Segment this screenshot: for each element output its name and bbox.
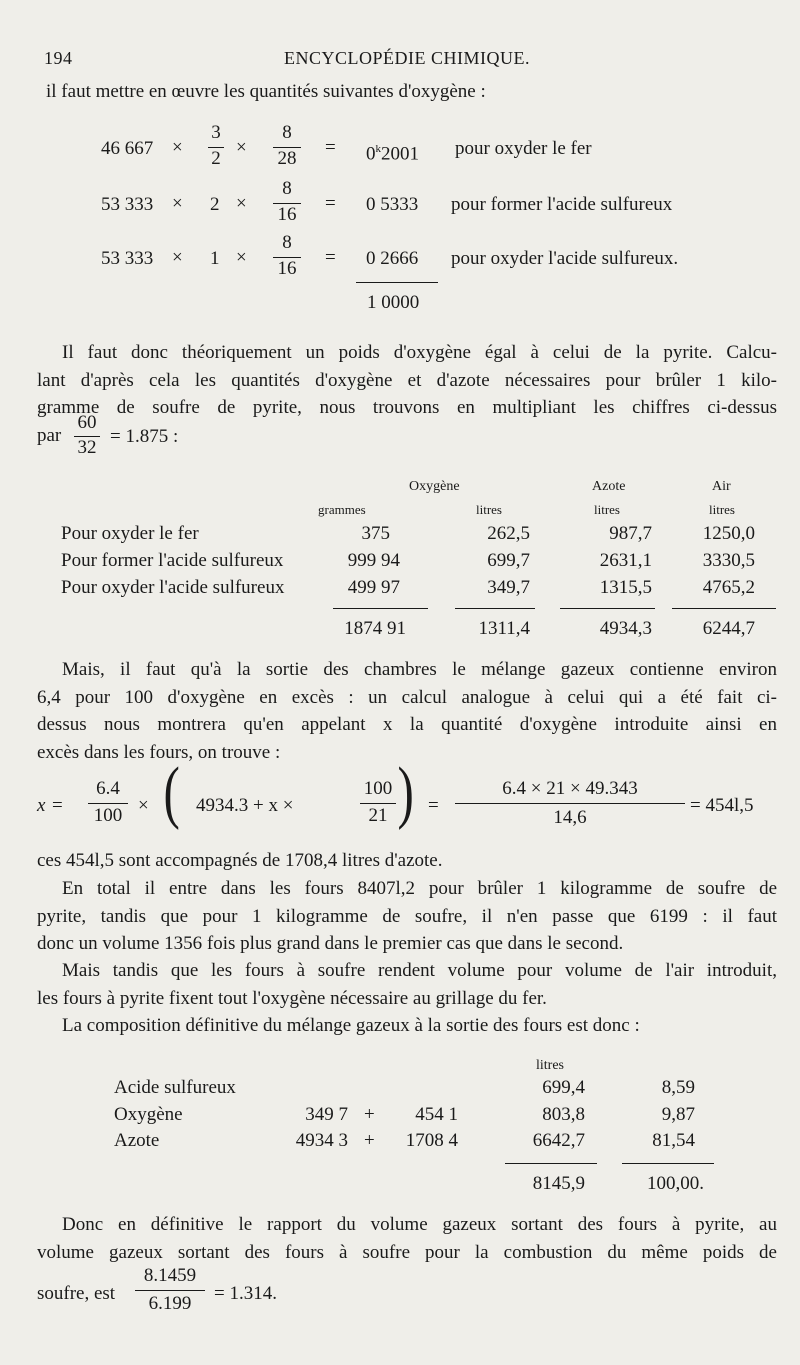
fraction-denominator: 16 xyxy=(277,258,297,279)
text-line: gramme de soufre de pyrite, nous trouvons en multipliant les chiffres ci-dessus xyxy=(37,397,777,418)
text-line: 6,4 pour 100 d'oxygène en excès : un calcul analogue à celui qui a été fait ci- xyxy=(37,686,777,708)
times-sign: × xyxy=(172,137,183,158)
cell-value-b: 454 1 xyxy=(415,1104,458,1125)
total-litres: 8145,9 xyxy=(532,1173,585,1194)
paragraph-6: La composition définitive du mélange gazeux à la sortie des fours est donc : xyxy=(62,1015,640,1036)
fraction-numerator: 8 xyxy=(282,122,292,143)
cell-air: 4765,2 xyxy=(702,577,755,598)
text-line: Donc en définitive le rapport du volume gazeux sortant des fours à pyrite, au xyxy=(62,1214,777,1235)
cell-grammes: 499 97 xyxy=(347,577,400,598)
fraction-denominator: 28 xyxy=(277,148,297,169)
eq-result: 0 2666 xyxy=(366,248,419,269)
intro-line: il faut mettre en œuvre les quantités suivantes d'oxygène : xyxy=(46,81,486,102)
row-label: Azote xyxy=(114,1130,160,1151)
row-label: Acide sulfureux xyxy=(114,1077,236,1098)
fraction-result: = 1.314. xyxy=(214,1283,277,1304)
cell-azote: 1315,5 xyxy=(599,577,652,598)
col-header-oxygen: Oxygène xyxy=(409,479,460,494)
fraction-numerator: 8.1459 xyxy=(143,1265,197,1286)
eq-description: pour oxyder l'acide sulfureux. xyxy=(451,248,679,269)
cell-percent: 9,87 xyxy=(661,1104,695,1125)
fraction-numerator: 8 xyxy=(282,232,292,253)
total-rule xyxy=(622,1163,714,1164)
cell-azote: 987,7 xyxy=(609,523,652,544)
times-sign: × xyxy=(172,247,183,268)
sum-total: 1 0000 xyxy=(367,292,420,313)
fraction-denominator: 32 xyxy=(77,437,97,458)
total-litres: 1311,4 xyxy=(478,618,530,639)
cell-percent: 8,59 xyxy=(661,1077,695,1098)
unit-header: litres xyxy=(476,502,502,517)
par-label: par xyxy=(37,425,62,446)
plus-sign: + xyxy=(364,1130,375,1151)
variable-x: x xyxy=(37,795,46,816)
row-label: Pour former l'acide sulfureux xyxy=(61,550,284,571)
text-line: donc un volume 1356 fois plus grand dans le premier cas que dans le second. xyxy=(37,933,624,954)
cell-litres: 262,5 xyxy=(487,523,530,544)
paragraph-2 xyxy=(37,656,777,766)
total-air: 6244,7 xyxy=(702,618,755,639)
cell-litres: 699,7 xyxy=(487,550,530,571)
eq-description: pour former l'acide sulfureux xyxy=(451,194,673,215)
unit-header: litres xyxy=(536,1058,564,1073)
text-line: Il faut donc théoriquement un poids d'oxygène égal à celui de la pyrite. Calcu- xyxy=(62,342,777,363)
total-rule xyxy=(455,608,535,609)
col-header-air: Air xyxy=(712,479,731,494)
page-number: 194 xyxy=(44,48,73,68)
fraction-bar xyxy=(135,1290,205,1291)
fraction-numerator: 6.4 × 21 × 49.343 xyxy=(502,778,638,799)
text-line: pyrite, tandis que pour 1 kilogramme de soufre, il n'en passe que 6199 : il faut xyxy=(37,905,777,927)
times-sign: × xyxy=(138,795,149,816)
unit-header: litres xyxy=(594,502,620,517)
plus-sign: + xyxy=(364,1104,375,1125)
unit-header: grammes xyxy=(318,502,366,517)
cell-percent: 81,54 xyxy=(652,1130,695,1151)
eq-multiplier: 1 xyxy=(210,248,220,269)
equals-sign: = xyxy=(428,795,439,816)
fraction-numerator: 3 xyxy=(211,122,221,143)
soufre-est-label: soufre, est xyxy=(37,1283,116,1304)
left-parenthesis: ( xyxy=(163,754,180,831)
fraction-numerator: 8 xyxy=(282,178,292,199)
fraction-denominator: 2 xyxy=(211,148,221,169)
cell-litres: 349,7 xyxy=(487,577,530,598)
equals-sign: = xyxy=(325,247,336,268)
fraction-numerator: 6.4 xyxy=(96,778,120,799)
fraction-bar xyxy=(455,803,685,804)
cell-litres: 6642,7 xyxy=(532,1130,585,1151)
text-line: dessus nous montrera qu'en appelant x la quantité d'oxygène introduite ainsi en xyxy=(37,714,777,735)
total-rule xyxy=(560,608,655,609)
eq-lhs: 46 667 xyxy=(101,138,154,159)
eq-multiplier: 2 xyxy=(210,194,220,215)
equals-sign: = xyxy=(52,795,63,816)
text-line: volume gazeux sortant des fours à soufre pour la combustion du même poids de xyxy=(37,1241,777,1263)
fraction-denominator: 21 xyxy=(368,805,388,826)
eq-lhs: 53 333 xyxy=(101,194,154,215)
equals-sign: = xyxy=(325,193,336,214)
cell-grammes: 375 xyxy=(361,523,390,544)
paragraph-7 xyxy=(37,1211,777,1266)
eq-result: 0 5333 xyxy=(366,194,419,215)
text-line: En total il entre dans les fours 8407l,2 pour brûler 1 kilogramme de soufre de xyxy=(62,878,777,899)
total-rule xyxy=(333,608,428,609)
eq-lhs: 53 333 xyxy=(101,248,154,269)
total-rule xyxy=(505,1163,597,1164)
text-line: lant d'après cela les quantités d'oxygène et d'azote nécessaires pour brûler 1 kilo- xyxy=(37,369,777,391)
row-label: Pour oxyder l'acide sulfureux xyxy=(61,577,285,598)
fraction-denominator: 14,6 xyxy=(553,807,587,828)
fraction-denominator: 16 xyxy=(277,204,297,225)
running-title: ENCYCLOPÉDIE CHIMIQUE. xyxy=(284,48,530,68)
cell-value-a: 4934 3 xyxy=(295,1130,348,1151)
cell-value-b: 1708 4 xyxy=(405,1130,458,1151)
total-grammes: 1874 91 xyxy=(344,618,406,639)
text-line: excès dans les fours, on trouve : xyxy=(37,741,281,763)
inner-expression: 4934.3 + x × xyxy=(196,795,294,816)
times-sign: × xyxy=(172,193,183,214)
eq-result: 0$^k$2001 xyxy=(366,143,419,165)
text-line: Mais tandis que les fours à soufre rendent volume pour volume de l'air introduit, xyxy=(62,960,777,981)
total-rule xyxy=(672,608,776,609)
fraction-denominator: 100 xyxy=(93,805,123,826)
equals-sign: = xyxy=(325,137,336,158)
row-label: Pour oxyder le fer xyxy=(61,523,199,544)
total-azote: 4934,3 xyxy=(599,618,652,639)
cell-air: 1250,0 xyxy=(702,523,755,544)
text-line: les fours à pyrite fixent tout l'oxygène nécessaire au grillage du fer. xyxy=(37,987,547,1009)
equation-result: = 454l,5 xyxy=(690,795,754,816)
paragraph-5 xyxy=(37,957,777,1012)
paragraph-3: ces 454l,5 sont accompagnés de 1708,4 litres d'azote. xyxy=(37,850,443,871)
cell-litres: 699,4 xyxy=(542,1077,585,1098)
text-line: Mais, il faut qu'à la sortie des chambres le mélange gazeux contienne environ xyxy=(62,659,777,680)
fraction-numerator: 100 xyxy=(363,778,393,799)
cell-azote: 2631,1 xyxy=(599,550,652,571)
paragraph-1 xyxy=(37,339,777,422)
cell-air: 3330,5 xyxy=(702,550,755,571)
col-header-azote: Azote xyxy=(592,479,626,494)
times-sign: × xyxy=(236,137,247,158)
times-sign: × xyxy=(236,193,247,214)
unit-header: litres xyxy=(709,502,735,517)
right-parenthesis: ) xyxy=(397,754,414,831)
fraction-result: = 1.875 : xyxy=(110,426,179,447)
row-label: Oxygène xyxy=(114,1104,183,1125)
cell-grammes: 999 94 xyxy=(347,550,400,571)
paragraph-4 xyxy=(37,875,777,958)
times-sign: × xyxy=(236,247,247,268)
cell-litres: 803,8 xyxy=(542,1104,585,1125)
eq-description: pour oxyder le fer xyxy=(455,138,592,159)
fraction-denominator: 6.199 xyxy=(148,1293,192,1314)
fraction-numerator: 60 xyxy=(77,412,97,433)
cell-value-a: 349 7 xyxy=(305,1104,348,1125)
sum-rule xyxy=(356,282,438,283)
total-percent: 100,00. xyxy=(647,1173,704,1194)
